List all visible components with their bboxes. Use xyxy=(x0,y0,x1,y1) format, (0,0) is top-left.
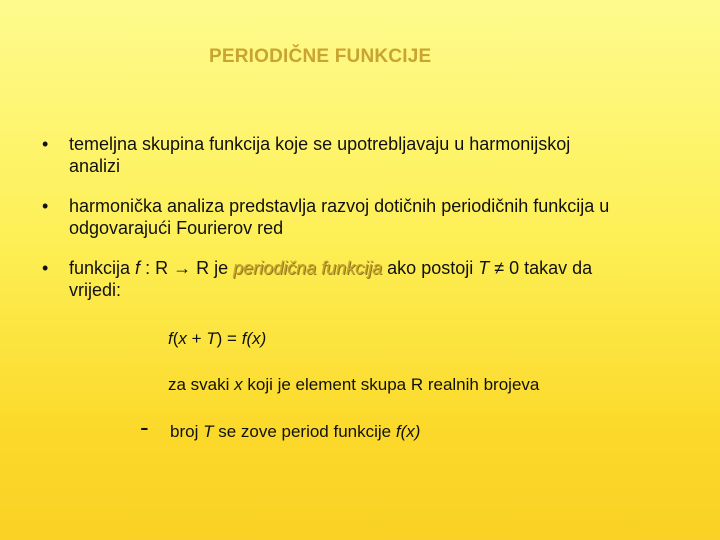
text-segment: ako postoji xyxy=(382,258,479,278)
bullet-line: temeljna skupina funkcija koje se upotrebljavaju u harmonijskoj xyxy=(69,134,571,154)
bullet-dot: • xyxy=(42,134,49,154)
formula-part: f(x) xyxy=(241,329,267,348)
bullet-line: analizi xyxy=(69,156,121,176)
math-symbol-x: x xyxy=(234,375,243,394)
formula-part: ) = xyxy=(216,329,242,348)
dash-marker: - xyxy=(140,412,149,442)
bullet-dot: • xyxy=(42,258,49,278)
bullet-text xyxy=(69,257,689,301)
text-segment: ≠ 0 takav da xyxy=(489,258,593,278)
slide-title: PERIODIČNE FUNKCIJE xyxy=(209,46,432,67)
formula-part: + xyxy=(186,329,207,348)
bullet-line: odgovarajući Fourierov red xyxy=(69,218,284,238)
note-period xyxy=(170,422,420,442)
formula xyxy=(168,329,266,349)
note-domain xyxy=(168,375,539,395)
text-segment: se zove period funkcije xyxy=(213,422,396,441)
text-segment: koji je element skupa R realnih brojeva xyxy=(242,375,540,394)
text-segment: : R → R je xyxy=(140,258,234,278)
math-symbol-fx: f(x) xyxy=(395,422,421,441)
math-symbol-f: f xyxy=(135,258,141,278)
bullet-line: vrijedi: xyxy=(69,280,122,300)
formula-part: x xyxy=(178,329,187,348)
bullet-text xyxy=(69,195,689,239)
math-symbol-T: T xyxy=(203,422,214,441)
math-symbol-T: T xyxy=(478,258,490,278)
text-segment: za svaki xyxy=(168,375,235,394)
bullet-dot: • xyxy=(42,196,49,216)
text-segment: funkcija xyxy=(69,258,136,278)
formula-part: ( xyxy=(172,329,179,348)
bullet-text xyxy=(69,133,689,177)
formula-part: f xyxy=(168,329,173,348)
text-segment: broj xyxy=(170,422,204,441)
highlighted-term: periodična funkcija xyxy=(233,258,383,278)
formula-part: T xyxy=(206,329,217,348)
bullet-line: harmonička analiza predstavlja razvoj dotičnih periodičnih funkcija u xyxy=(69,196,610,216)
